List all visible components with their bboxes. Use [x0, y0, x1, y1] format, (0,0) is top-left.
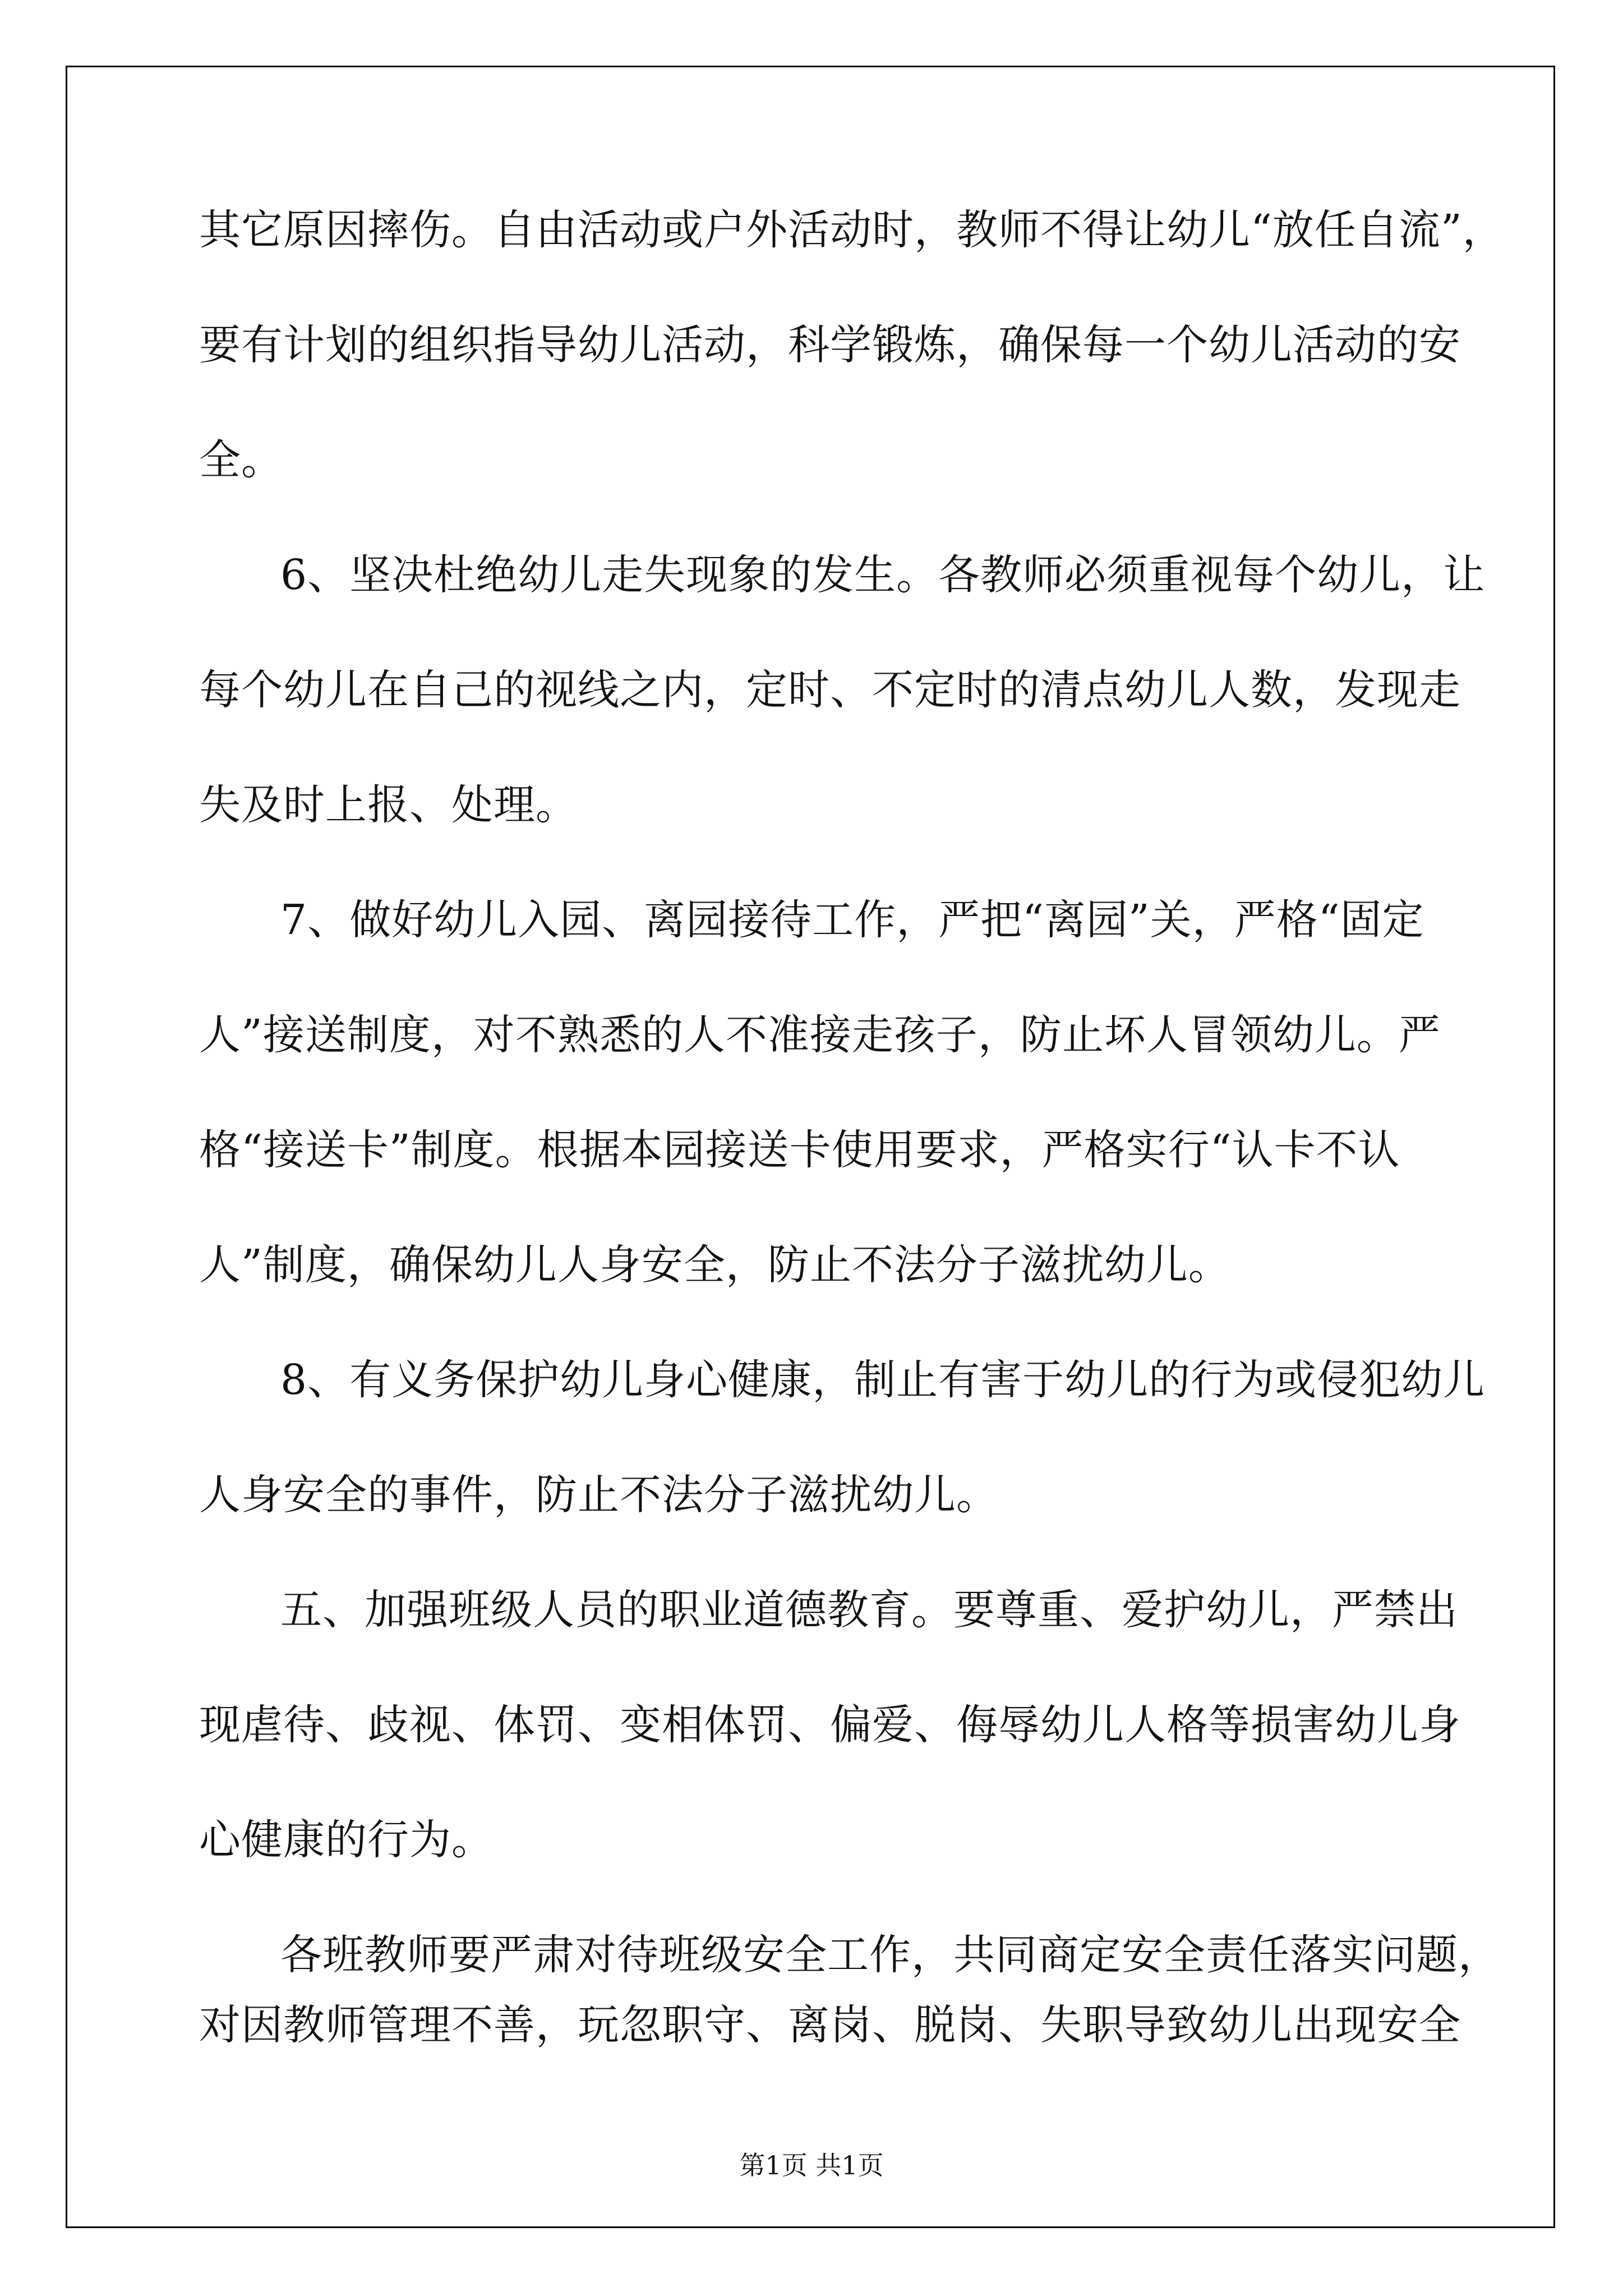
text-line: 心健康的行为。 [199, 1816, 494, 1864]
text-line: 每个幼儿在自己的视线之内，定时、不定时的清点幼儿人数，发现走 [199, 666, 1461, 714]
text-line: 人”制度，确保幼儿人身安全，防止不法分子滋扰幼儿。 [199, 1241, 1230, 1289]
text-line: 7、做好幼儿入园、离园接待工作，严把“离园”关，严格“固定 [280, 896, 1424, 944]
text-line: 人身安全的事件，防止不法分子滋扰幼儿。 [199, 1471, 998, 1519]
text-line: 现虐待、歧视、体罚、变相体罚、偏爱、侮辱幼儿人格等损害幼儿身 [199, 1701, 1461, 1749]
text-line: 人”接送制度，对不熟悉的人不准接走孩子，防止坏人冒领幼儿。严 [199, 1011, 1441, 1059]
text-line: 全。 [199, 436, 283, 484]
page-footer: 第1页 共1页 [739, 2150, 884, 2180]
text-line: 8、有义务保护幼儿身心健康，制止有害于幼儿的行为或侵犯幼儿 [280, 1356, 1486, 1404]
text-line: 其它原因摔伤。自由活动或户外活动时，教师不得让幼儿“放任自流”， [199, 206, 1505, 254]
text-line: 失及时上报、处理。 [199, 781, 578, 829]
text-line: 要有计划的组织指导幼儿活动，科学锻炼，确保每一个幼儿活动的安 [199, 321, 1461, 369]
text-line: 各班教师要严肃对待班级安全工作，共同商定安全责任落实问题， [280, 1931, 1500, 1979]
text-line: 对因教师管理不善，玩忽职守、离岗、脱岗、失职导致幼儿出现安全 [199, 2001, 1461, 2049]
text-line: 格“接送卡”制度。根据本园接送卡使用要求，严格实行“认卡不认 [199, 1126, 1400, 1174]
text-line: 五、加强班级人员的职业道德教育。要尊重、爱护幼儿，严禁出 [280, 1586, 1458, 1634]
text-line: 6、坚决杜绝幼儿走失现象的发生。各教师必须重视每个幼儿，让 [280, 551, 1486, 599]
